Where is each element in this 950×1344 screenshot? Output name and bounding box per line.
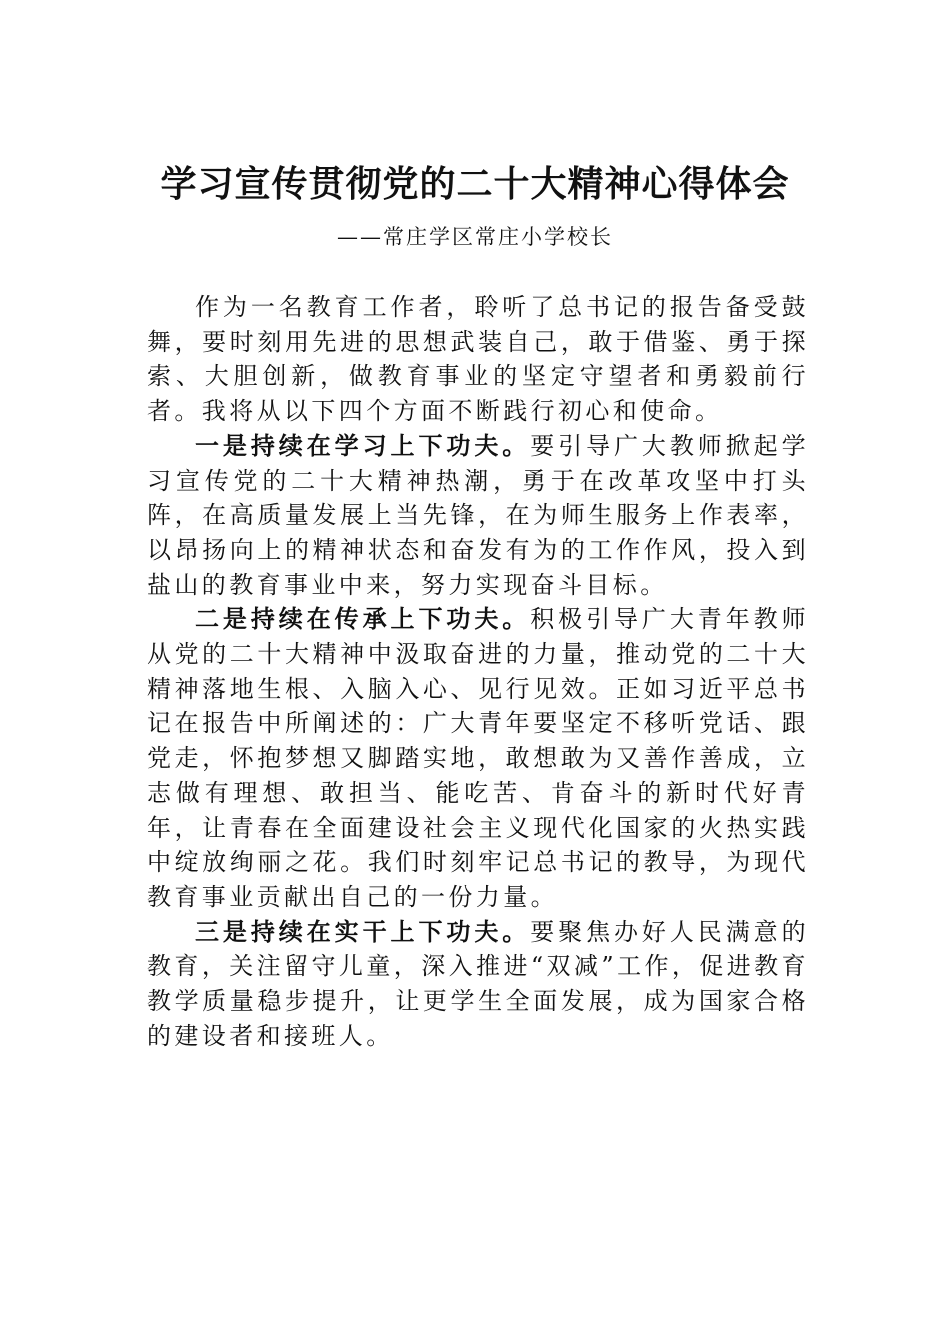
paragraph-text: 要引导广大教师掀起学习宣传党的二十大精神热潮，勇于在改革攻坚中打头阵，在高质量发展上当先锋，在为师生服务上作表率，以昂扬向上的精神状态和奋发有为的工作作风，投入到盐山的教育事业中来，努力实现奋斗目标。 — [147, 431, 809, 599]
paragraph-text: 积极引导广大青年教师从党的二十大精神中汲取奋进的力量，推动党的二十大精神落地生根、入脑入心、见行见效。正如习近平总书记在报告中所阐述的：广大青年要坚定不移听党话、跟党走，怀抱梦想又脚踏实地，敢想敢为又善作善成，立志做有理想、敢担当、能吃苦、肯奋斗的新时代好青年，让青春在全面建设社会主义现代化国家的火热实践中绽放绚丽之花。我们时刻牢记总书记的教导，为现代教育事业贡献出自己的一份力量。 — [147, 605, 809, 911]
paragraph-intro — [147, 290, 809, 429]
document-subtitle: ——常庄学区常庄小学校长 — [337, 225, 613, 249]
paragraph-study — [147, 429, 809, 603]
document-title: 学习宣传贯彻党的二十大精神心得体会 — [160, 163, 790, 205]
paragraph-text: 作为一名教育工作者，聆听了总书记的报告备受鼓舞，要时刻用先进的思想武装自己，敢于借鉴、勇于探索、大胆创新，做教育事业的坚定守望者和勇毅前行者。我将从以下四个方面不断践行初心和使命。 — [147, 293, 809, 426]
paragraph-lead: 二是持续在传承上下功夫。 — [195, 604, 531, 634]
paragraph-practice — [147, 915, 809, 1054]
paragraph-lead: 一是持续在学习上下功夫。 — [195, 430, 531, 460]
paragraph-lead: 三是持续在实干上下功夫。 — [195, 916, 531, 946]
paragraph-inherit — [147, 602, 809, 914]
paragraph-text: 要聚焦办好人民满意的教育，关注留守儿童，深入推进“双减”工作，促进教育教学质量稳步提升，让更学生全面发展，成为国家合格的建设者和接班人。 — [147, 917, 809, 1050]
document-body — [147, 290, 809, 1053]
